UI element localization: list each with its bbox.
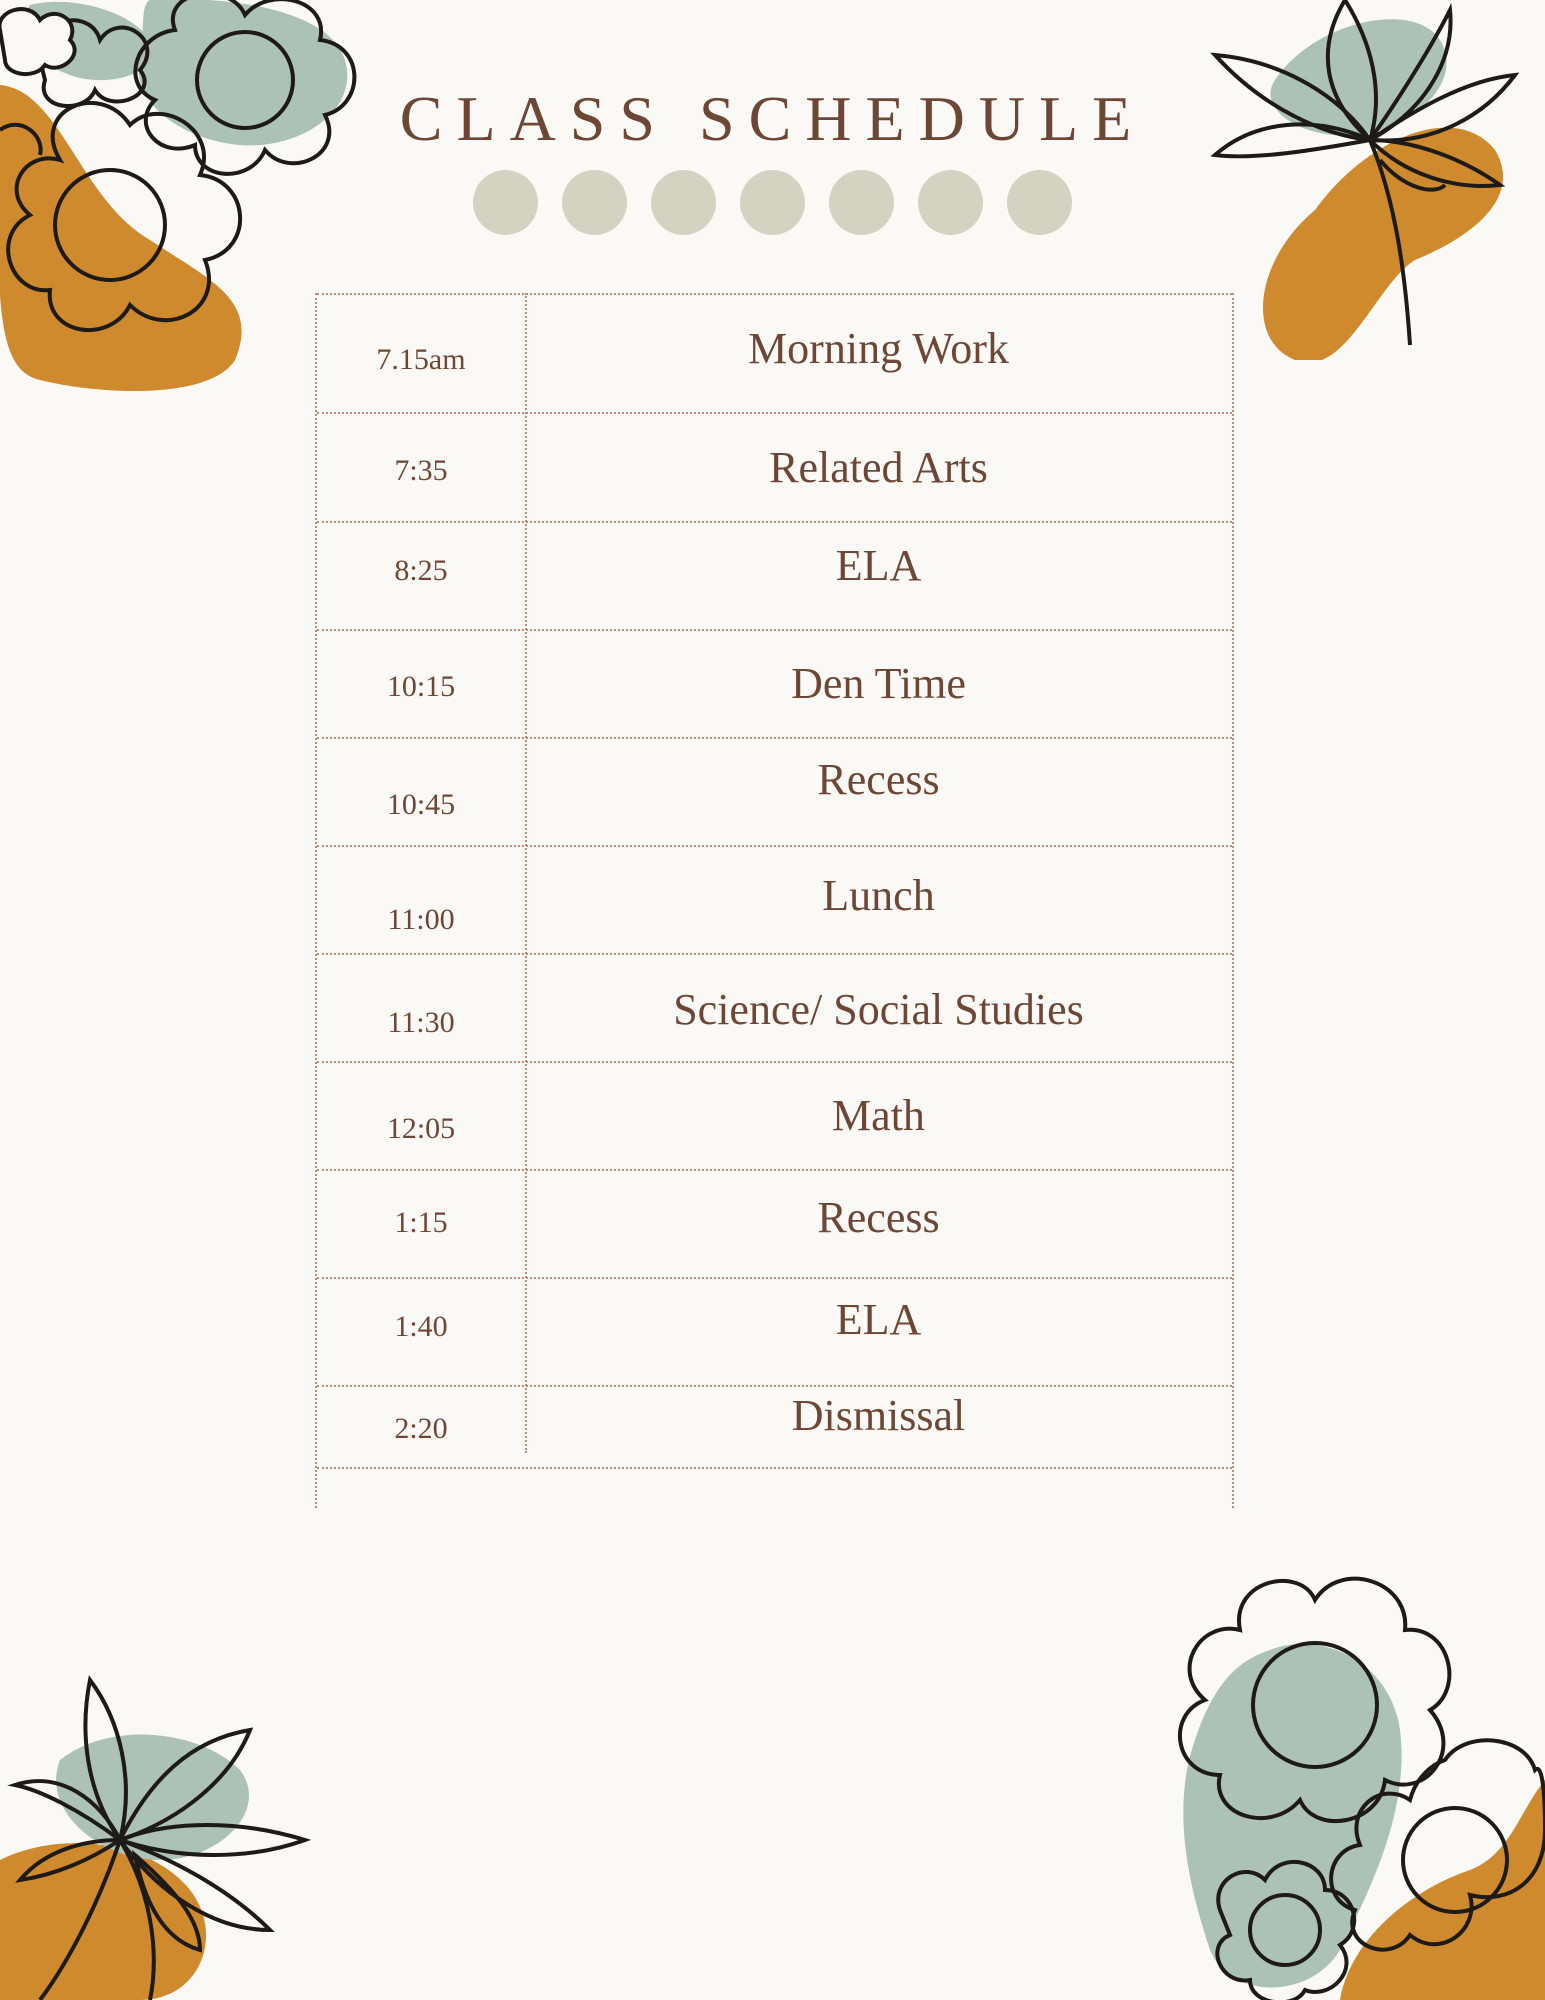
table-row bbox=[317, 1062, 1232, 1171]
decorative-dot bbox=[473, 170, 538, 235]
activity-cell: ELA bbox=[835, 541, 922, 590]
table-row bbox=[317, 1278, 1232, 1387]
table-row bbox=[317, 414, 1232, 523]
schedule-table bbox=[315, 293, 1234, 1508]
table-row bbox=[317, 846, 1232, 955]
time-cell: 12:05 bbox=[386, 1112, 456, 1145]
time-cell: 10:15 bbox=[386, 670, 456, 703]
activity-cell: Recess bbox=[817, 755, 940, 804]
page-title: CLASS SCHEDULE bbox=[399, 83, 1146, 154]
time-cell: 2:20 bbox=[394, 1412, 448, 1445]
activity-cell: Dismissal bbox=[791, 1391, 966, 1440]
decorative-dot bbox=[651, 170, 716, 235]
time-cell: 1:15 bbox=[394, 1206, 448, 1239]
decorative-dot bbox=[740, 170, 805, 235]
activity-cell: Den Time bbox=[791, 659, 966, 708]
decorative-dots bbox=[0, 170, 1545, 235]
table-row bbox=[317, 954, 1232, 1063]
table-row bbox=[317, 522, 1232, 631]
activity-cell: Math bbox=[832, 1091, 925, 1140]
activity-cell: Recess bbox=[817, 1193, 940, 1242]
time-cell: 10:45 bbox=[386, 788, 456, 821]
activity-cell: Science/ Social Studies bbox=[673, 985, 1084, 1034]
decorative-dot bbox=[829, 170, 894, 235]
activity-cell: Morning Work bbox=[748, 324, 1009, 373]
decorative-dot bbox=[562, 170, 627, 235]
table-row bbox=[317, 738, 1232, 847]
time-cell: 7:35 bbox=[394, 454, 448, 487]
time-cell: 7.15am bbox=[376, 343, 466, 376]
time-cell: 11:30 bbox=[387, 1006, 455, 1039]
table-row bbox=[317, 1386, 1232, 1469]
activity-cell: Related Arts bbox=[769, 443, 988, 492]
time-cell: 11:00 bbox=[387, 903, 455, 936]
time-cell: 1:40 bbox=[394, 1310, 448, 1343]
leaf-decoration-bottom-left bbox=[0, 1660, 320, 2000]
table-row bbox=[317, 630, 1232, 739]
decorative-dot bbox=[1007, 170, 1072, 235]
table-row bbox=[317, 293, 1232, 414]
activity-cell: Lunch bbox=[822, 871, 935, 920]
decorative-dot bbox=[918, 170, 983, 235]
table-row bbox=[317, 1170, 1232, 1279]
time-cell: 8:25 bbox=[394, 554, 448, 587]
activity-cell: ELA bbox=[835, 1295, 922, 1344]
flower-decoration-bottom-right bbox=[1150, 1560, 1545, 2000]
